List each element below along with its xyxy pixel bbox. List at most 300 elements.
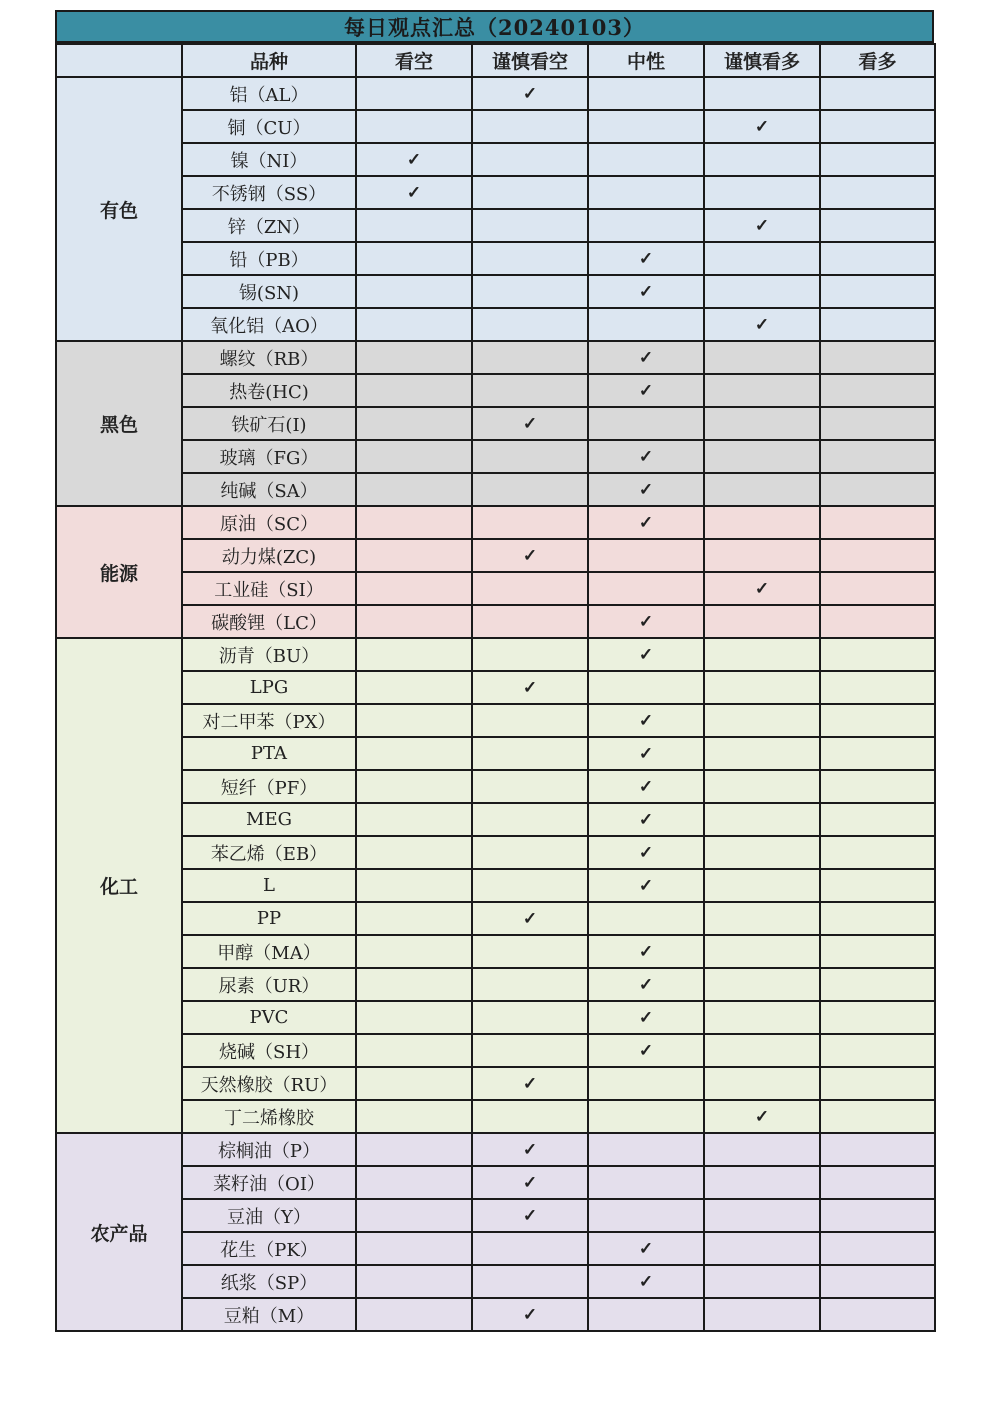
- view-cell: [704, 176, 820, 209]
- view-cell: [356, 1298, 472, 1331]
- variety-cell: 尿素（UR）: [182, 968, 356, 1001]
- view-cell: [472, 803, 588, 836]
- check-mark-icon: ✓: [638, 645, 654, 665]
- view-cell: [356, 209, 472, 242]
- view-cell: [588, 902, 704, 935]
- check-mark-icon: ✓: [638, 843, 654, 863]
- view-cell: [820, 374, 935, 407]
- view-cell: [588, 968, 704, 1001]
- variety-cell: 苯乙烯（EB）: [182, 836, 356, 869]
- variety-cell: 铅（PB）: [182, 242, 356, 275]
- view-cell: [472, 1265, 588, 1298]
- view-cell: [588, 1001, 704, 1034]
- view-cell: [588, 77, 704, 110]
- view-cell: [704, 935, 820, 968]
- check-mark-icon: ✓: [638, 1008, 654, 1028]
- view-cell: [704, 704, 820, 737]
- view-cell: [588, 341, 704, 374]
- variety-cell: 氧化铝（AO）: [182, 308, 356, 341]
- check-mark-icon: ✓: [522, 546, 538, 566]
- view-cell: [704, 902, 820, 935]
- view-cell: [356, 572, 472, 605]
- view-cell: [588, 1232, 704, 1265]
- view-cell: [472, 638, 588, 671]
- variety-cell: 棕榈油（P）: [182, 1133, 356, 1166]
- view-cell: [356, 440, 472, 473]
- table-row: [56, 473, 935, 506]
- view-cell: [704, 737, 820, 770]
- table-row: [56, 1100, 935, 1133]
- view-cell: [820, 308, 935, 341]
- header-row: [56, 44, 935, 77]
- table-row: [56, 1265, 935, 1298]
- table-row: [56, 308, 935, 341]
- view-cell: [356, 605, 472, 638]
- view-cell: [472, 1133, 588, 1166]
- table-row: [56, 803, 935, 836]
- category-cell: 农产品: [56, 1133, 182, 1331]
- check-mark-icon: ✓: [522, 1074, 538, 1094]
- view-cell: [820, 1133, 935, 1166]
- view-cell: [472, 209, 588, 242]
- variety-cell: 锌（ZN）: [182, 209, 356, 242]
- check-mark-icon: ✓: [522, 909, 538, 929]
- view-cell: [588, 143, 704, 176]
- check-mark-icon: ✓: [406, 183, 422, 203]
- view-cell: [356, 506, 472, 539]
- variety-cell: 烧碱（SH）: [182, 1034, 356, 1067]
- view-cell: [356, 638, 472, 671]
- view-cell: [588, 869, 704, 902]
- check-mark-icon: ✓: [638, 381, 654, 401]
- view-cell: [820, 1100, 935, 1133]
- check-mark-icon: ✓: [754, 1107, 770, 1127]
- view-cell: [704, 374, 820, 407]
- view-cell: [472, 275, 588, 308]
- check-mark-icon: ✓: [522, 1206, 538, 1226]
- view-cell: [588, 407, 704, 440]
- check-mark-icon: ✓: [754, 315, 770, 335]
- view-cell: [704, 1298, 820, 1331]
- view-cell: [820, 803, 935, 836]
- view-cell: [356, 902, 472, 935]
- view-cell: [820, 968, 935, 1001]
- variety-cell: L: [182, 869, 356, 902]
- view-cell: [356, 869, 472, 902]
- view-cell: [704, 869, 820, 902]
- view-cell: [472, 1199, 588, 1232]
- view-cell: [472, 1001, 588, 1034]
- view-cell: [356, 1100, 472, 1133]
- view-cell: [472, 836, 588, 869]
- view-cell: [588, 671, 704, 704]
- view-cell: [820, 1232, 935, 1265]
- view-cell: [820, 209, 935, 242]
- table-row: [56, 143, 935, 176]
- view-cell: [472, 143, 588, 176]
- view-cell: [820, 671, 935, 704]
- table-row: [56, 506, 935, 539]
- category-cell: 有色: [56, 77, 182, 341]
- view-cell: [820, 737, 935, 770]
- view-cell: [356, 1265, 472, 1298]
- table-row: [56, 1232, 935, 1265]
- view-cell: [820, 836, 935, 869]
- table-row: [56, 572, 935, 605]
- view-cell: [704, 275, 820, 308]
- check-mark-icon: ✓: [638, 777, 654, 797]
- view-cell: [356, 275, 472, 308]
- table-row: [56, 407, 935, 440]
- check-mark-icon: ✓: [522, 1305, 538, 1325]
- check-mark-icon: ✓: [754, 117, 770, 137]
- view-cell: [472, 473, 588, 506]
- view-cell: [356, 737, 472, 770]
- view-cell: [472, 308, 588, 341]
- view-cell: [356, 770, 472, 803]
- view-cell: [704, 1166, 820, 1199]
- view-cell: [588, 1265, 704, 1298]
- view-cell: [356, 374, 472, 407]
- view-cell: [820, 539, 935, 572]
- view-cell: [704, 1067, 820, 1100]
- view-cell: [820, 869, 935, 902]
- check-mark-icon: ✓: [638, 876, 654, 896]
- variety-cell: 镍（NI）: [182, 143, 356, 176]
- view-cell: [356, 1199, 472, 1232]
- view-cell: [356, 1232, 472, 1265]
- check-mark-icon: ✓: [638, 249, 654, 269]
- view-cell: [356, 539, 472, 572]
- table-row: [56, 341, 935, 374]
- view-cell: [356, 143, 472, 176]
- view-cell: [820, 440, 935, 473]
- view-cell: [472, 935, 588, 968]
- view-cell: [588, 704, 704, 737]
- view-cell: [472, 770, 588, 803]
- view-cell: [704, 836, 820, 869]
- view-cell: [472, 605, 588, 638]
- variety-cell: 玻璃（FG）: [182, 440, 356, 473]
- view-cell: [472, 1034, 588, 1067]
- view-cell: [356, 110, 472, 143]
- variety-cell: 锡(SN): [182, 275, 356, 308]
- variety-cell: 动力煤(ZC): [182, 539, 356, 572]
- view-cell: [820, 506, 935, 539]
- variety-cell: 螺纹（RB）: [182, 341, 356, 374]
- table-row: [56, 539, 935, 572]
- view-cell: [472, 110, 588, 143]
- view-cell: [356, 308, 472, 341]
- variety-cell: PVC: [182, 1001, 356, 1034]
- view-cell: [820, 902, 935, 935]
- view-cell: [472, 1232, 588, 1265]
- view-cell: [820, 1199, 935, 1232]
- table-row: [56, 1133, 935, 1166]
- view-cell: [588, 1100, 704, 1133]
- view-cell: [704, 143, 820, 176]
- header-cautious-bearish: 谨慎看空: [472, 44, 588, 77]
- table-row: [56, 209, 935, 242]
- view-cell: [820, 572, 935, 605]
- variety-cell: 原油（SC）: [182, 506, 356, 539]
- view-cell: [588, 1199, 704, 1232]
- variety-cell: MEG: [182, 803, 356, 836]
- view-cell: [820, 935, 935, 968]
- variety-cell: 天然橡胶（RU）: [182, 1067, 356, 1100]
- table-row: [56, 1034, 935, 1067]
- view-cell: [588, 275, 704, 308]
- check-mark-icon: ✓: [638, 942, 654, 962]
- view-cell: [588, 836, 704, 869]
- view-cell: [820, 341, 935, 374]
- view-cell: [704, 407, 820, 440]
- view-cell: [588, 1133, 704, 1166]
- table-row: [56, 275, 935, 308]
- variety-cell: 纯碱（SA）: [182, 473, 356, 506]
- table-row: [56, 836, 935, 869]
- view-cell: [820, 143, 935, 176]
- view-cell: [588, 110, 704, 143]
- view-cell: [704, 341, 820, 374]
- variety-cell: 铝（AL）: [182, 77, 356, 110]
- variety-cell: 短纤（PF）: [182, 770, 356, 803]
- table-row: [56, 935, 935, 968]
- header-bearish: 看空: [356, 44, 472, 77]
- view-cell: [704, 1199, 820, 1232]
- view-cell: [704, 308, 820, 341]
- category-header-cell: [56, 44, 182, 77]
- table-row: [56, 374, 935, 407]
- view-cell: [472, 407, 588, 440]
- view-cell: [704, 1034, 820, 1067]
- check-mark-icon: ✓: [522, 1140, 538, 1160]
- variety-cell: 花生（PK）: [182, 1232, 356, 1265]
- view-cell: [820, 176, 935, 209]
- check-mark-icon: ✓: [754, 579, 770, 599]
- view-cell: [356, 407, 472, 440]
- view-cell: [820, 1298, 935, 1331]
- view-cell: [588, 1166, 704, 1199]
- table-row: [56, 1067, 935, 1100]
- view-cell: [472, 1298, 588, 1331]
- view-cell: [588, 242, 704, 275]
- category-cell: 能源: [56, 506, 182, 638]
- table-row: [56, 440, 935, 473]
- table-row: [56, 1166, 935, 1199]
- view-cell: [472, 704, 588, 737]
- view-cell: [820, 1166, 935, 1199]
- variety-cell: 丁二烯橡胶: [182, 1100, 356, 1133]
- header-variety: 品种: [182, 44, 356, 77]
- view-cell: [472, 968, 588, 1001]
- view-cell: [588, 440, 704, 473]
- view-cell: [820, 605, 935, 638]
- check-mark-icon: ✓: [638, 513, 654, 533]
- variety-cell: LPG: [182, 671, 356, 704]
- view-cell: [704, 209, 820, 242]
- view-cell: [820, 770, 935, 803]
- table-row: [56, 1298, 935, 1331]
- view-cell: [588, 770, 704, 803]
- view-cell: [356, 1067, 472, 1100]
- table-row: [56, 1001, 935, 1034]
- view-cell: [704, 1133, 820, 1166]
- view-cell: [704, 803, 820, 836]
- check-mark-icon: ✓: [638, 480, 654, 500]
- view-cell: [704, 539, 820, 572]
- check-mark-icon: ✓: [754, 216, 770, 236]
- view-cell: [820, 1034, 935, 1067]
- view-cell: [588, 374, 704, 407]
- view-cell: [472, 737, 588, 770]
- view-cell: [588, 539, 704, 572]
- view-cell: [588, 176, 704, 209]
- view-cell: [704, 1265, 820, 1298]
- check-mark-icon: ✓: [638, 1272, 654, 1292]
- check-mark-icon: ✓: [522, 84, 538, 104]
- table-row: [56, 605, 935, 638]
- view-cell: [356, 1133, 472, 1166]
- summary-sheet: [55, 10, 934, 1332]
- view-cell: [820, 1265, 935, 1298]
- variety-cell: 豆油（Y）: [182, 1199, 356, 1232]
- table-row: [56, 77, 935, 110]
- view-cell: [472, 506, 588, 539]
- sheet-title: 每日观点汇总（20240103）: [55, 10, 934, 43]
- view-cell: [704, 770, 820, 803]
- view-cell: [356, 935, 472, 968]
- variety-cell: 不锈钢（SS）: [182, 176, 356, 209]
- table-row: [56, 671, 935, 704]
- views-table: [55, 43, 936, 1332]
- check-mark-icon: ✓: [638, 810, 654, 830]
- view-cell: [704, 968, 820, 1001]
- view-cell: [356, 1034, 472, 1067]
- check-mark-icon: ✓: [638, 711, 654, 731]
- view-cell: [356, 341, 472, 374]
- category-cell: 黑色: [56, 341, 182, 506]
- view-cell: [588, 1034, 704, 1067]
- check-mark-icon: ✓: [638, 1041, 654, 1061]
- view-cell: [472, 902, 588, 935]
- view-cell: [820, 638, 935, 671]
- view-cell: [588, 473, 704, 506]
- view-cell: [704, 473, 820, 506]
- view-cell: [472, 77, 588, 110]
- view-cell: [588, 638, 704, 671]
- table-row: [56, 902, 935, 935]
- check-mark-icon: ✓: [638, 744, 654, 764]
- view-cell: [588, 1298, 704, 1331]
- view-cell: [704, 1232, 820, 1265]
- check-mark-icon: ✓: [522, 678, 538, 698]
- check-mark-icon: ✓: [638, 612, 654, 632]
- variety-cell: 纸浆（SP）: [182, 1265, 356, 1298]
- header-bullish: 看多: [820, 44, 935, 77]
- view-cell: [588, 605, 704, 638]
- view-cell: [820, 1067, 935, 1100]
- view-cell: [472, 1067, 588, 1100]
- view-cell: [704, 671, 820, 704]
- view-cell: [820, 704, 935, 737]
- table-row: [56, 176, 935, 209]
- view-cell: [472, 671, 588, 704]
- view-cell: [820, 1001, 935, 1034]
- check-mark-icon: ✓: [638, 975, 654, 995]
- view-cell: [704, 1100, 820, 1133]
- table-body: [56, 77, 935, 1331]
- variety-cell: 菜籽油（OI）: [182, 1166, 356, 1199]
- view-cell: [356, 1001, 472, 1034]
- view-cell: [588, 935, 704, 968]
- view-cell: [704, 1001, 820, 1034]
- variety-cell: 碳酸锂（LC）: [182, 605, 356, 638]
- view-cell: [820, 473, 935, 506]
- check-mark-icon: ✓: [522, 1173, 538, 1193]
- view-cell: [704, 605, 820, 638]
- view-cell: [472, 374, 588, 407]
- variety-cell: PP: [182, 902, 356, 935]
- view-cell: [356, 704, 472, 737]
- view-cell: [704, 638, 820, 671]
- check-mark-icon: ✓: [522, 414, 538, 434]
- view-cell: [588, 737, 704, 770]
- view-cell: [820, 242, 935, 275]
- view-cell: [472, 869, 588, 902]
- table-row: [56, 869, 935, 902]
- variety-cell: 铜（CU）: [182, 110, 356, 143]
- view-cell: [704, 242, 820, 275]
- variety-cell: PTA: [182, 737, 356, 770]
- table-row: [56, 770, 935, 803]
- view-cell: [588, 1067, 704, 1100]
- table-row: [56, 704, 935, 737]
- view-cell: [356, 77, 472, 110]
- view-cell: [588, 506, 704, 539]
- view-cell: [356, 968, 472, 1001]
- view-cell: [704, 506, 820, 539]
- view-cell: [356, 803, 472, 836]
- view-cell: [588, 209, 704, 242]
- variety-cell: 铁矿石(I): [182, 407, 356, 440]
- view-cell: [356, 671, 472, 704]
- variety-cell: 工业硅（SI）: [182, 572, 356, 605]
- check-mark-icon: ✓: [638, 1239, 654, 1259]
- view-cell: [704, 110, 820, 143]
- view-cell: [588, 572, 704, 605]
- view-cell: [472, 440, 588, 473]
- check-mark-icon: ✓: [638, 447, 654, 467]
- view-cell: [588, 308, 704, 341]
- table-row: [56, 242, 935, 275]
- view-cell: [472, 176, 588, 209]
- view-cell: [356, 473, 472, 506]
- view-cell: [704, 440, 820, 473]
- header-neutral: 中性: [588, 44, 704, 77]
- view-cell: [820, 77, 935, 110]
- view-cell: [472, 242, 588, 275]
- table-row: [56, 110, 935, 143]
- view-cell: [472, 341, 588, 374]
- view-cell: [704, 77, 820, 110]
- view-cell: [704, 572, 820, 605]
- check-mark-icon: ✓: [638, 282, 654, 302]
- table-row: [56, 1199, 935, 1232]
- view-cell: [820, 110, 935, 143]
- view-cell: [356, 242, 472, 275]
- view-cell: [588, 803, 704, 836]
